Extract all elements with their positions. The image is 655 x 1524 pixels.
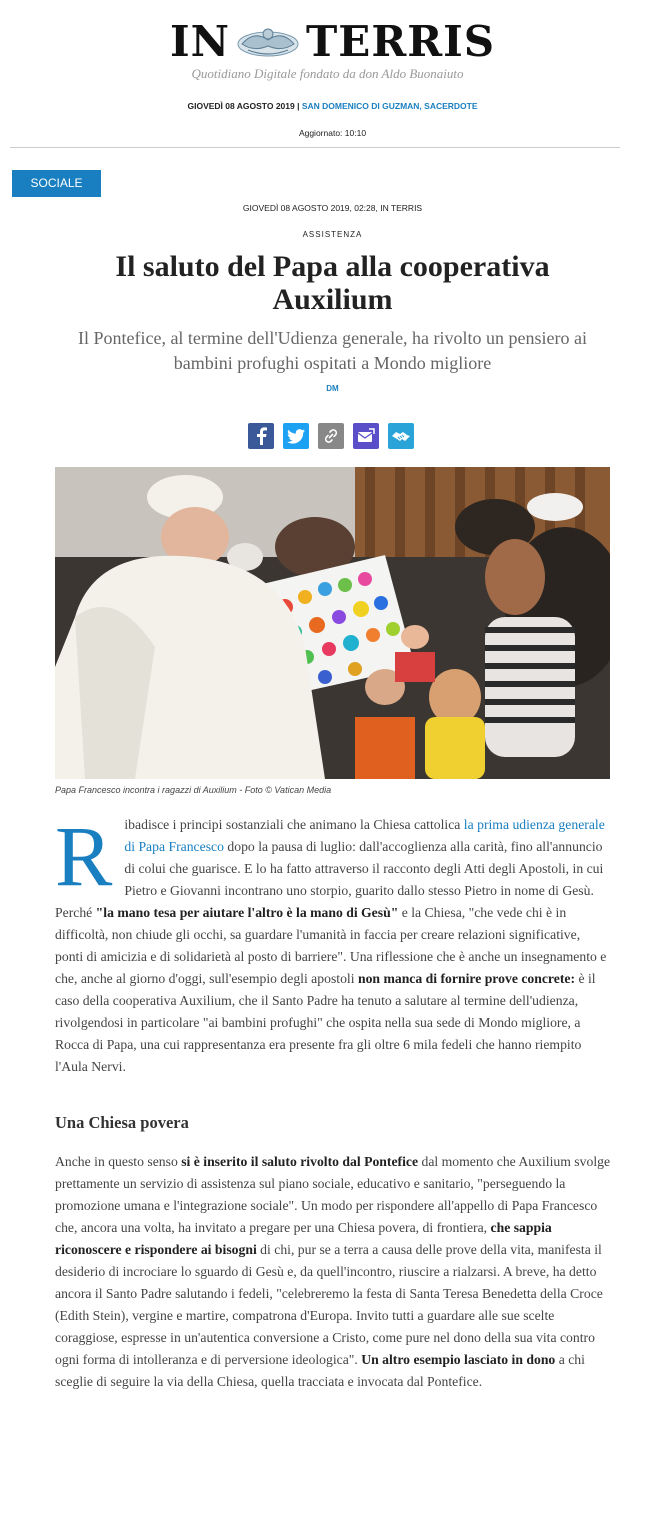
article-photo [55,467,610,779]
donate-button[interactable] [388,423,414,449]
copy-link-button[interactable] [318,423,344,449]
p1-text-1: ibadisce i principi sostanziali che animano la Chiesa cattolica [124,817,464,832]
p2-text-3: di chi, pur se a terra a causa delle prove della vita, manifesta il desiderio di incrociare lo sguardo di Gesù e, da quell'incontro, riuscire a rialzarsi. A breve, ha detto ancora il Santo Padre salutando i fedeli, "celebreremo la festa di Santa Teresa Benedetta della Croce (Edith Stein), vergine e martire, compatrona d'Europa. Invito tutti a guardare alle sue scelte coraggiose, espresse in un'autentica conversione a Cristo, come pure nel dono della sua vita contro ogni forma di intolleranza e di perversione ideologica". [55,1242,603,1367]
publication-date: GIOVEDÌ 08 AGOSTO 2019, 02:28, IN TERRIS [242,203,423,213]
header-divider [10,147,620,148]
first-audience-link[interactable]: la prima udienza generale di Papa Francesco [124,817,605,854]
photo-caption: Papa Francesco incontra i ragazzi di Auxilium - Foto © Vatican Media [55,785,332,795]
site-tagline: Quotidiano Digitale fondato da don Aldo Buonaiuto [191,66,464,81]
article-title: Il saluto del Papa alla cooperativa Auxilium [115,250,550,316]
twitter-share-button[interactable] [283,423,309,449]
twitter-icon [287,429,305,444]
link-icon [322,427,340,445]
dateline-separator: | [294,101,302,111]
masthead [0,0,620,148]
p2-text-1: Anche in questo senso [55,1154,182,1169]
p2-bold-2: che sappia riconoscere e rispondere ai bisogni [55,1220,552,1257]
dove-emblem-icon [236,22,300,62]
saint-of-day-link[interactable]: SAN DOMENICO DI GUZMAN, SACERDOTE [301,101,478,111]
p2-text-4: a chi sceglie di seguire la via della Chiesa, quella tracciata e invocata dal Pontefice. [55,1352,585,1389]
handshake-icon [391,428,411,444]
site-logo[interactable] [170,18,500,66]
p1-text-3: e la Chiesa, "che vede chi è in difficoltà, non chiude gli occhi, sa guardare l'umanità in faccia per creare relazioni significative, ponti di amicizia e di solidarietà al posto di barriere". Una riflessione che è anche un insegnamento e che, anche al giorno d'oggi, sull'esempio degli apostoli [55,905,607,986]
article-subtitle: Il Pontefice, al termine dell'Udienza generale, ha rivolto un pensiero ai bambini profughi ospitati a Mondo migliore [77,328,588,373]
article-paragraph-1 [55,808,611,1078]
p1-text-4: è il caso della cooperativa Auxilium, che il Santo Padre ha tenuto a salutare al termine dell'udienza, rivolgendosi in particolare "ai bambini profughi" che ospita nella sua sede di Mondo migliore, a Rocca di Papa, una cui rappresentanza era presente fra gli oltre 6 mila fedeli che hanno riempito l'Aula Nervi. [55,971,596,1074]
article-paragraph-2 [55,1151,611,1393]
p2-bold-3: Un altro esempio lasciato in dono [361,1352,556,1367]
p1-bold-2: non manca di fornire prove concrete: [357,971,576,986]
section-subheading: Una Chiesa povera [55,1113,189,1132]
last-updated: Aggiornato: 10:10 [298,128,367,138]
logo-word-right: TERRIS [306,17,496,66]
category-badge[interactable]: SOCIALE [12,170,101,197]
article-kicker[interactable]: ASSISTENZA [302,230,363,239]
facebook-share-button[interactable] [248,423,274,449]
facebook-icon [254,427,268,445]
drop-cap: R [55,808,113,904]
dateline [0,101,655,111]
photo-illustration [55,467,610,779]
email-share-button[interactable] [353,423,379,449]
article-author[interactable]: DM [326,384,339,393]
email-icon [357,428,375,444]
p2-text-2: dal momento che Auxilium svolge prettamente un servizio di assistenza sul piano sociale, educativo e sanitario, "perseguendo la promozione umana e l'integrazione sociale". Un modo per rispondere all'appello di Papa Francesco che, ancora una volta, ha invitato a pregare per una Chiesa povera, di frontiera, [55,1154,611,1235]
logo-word-left: IN [170,17,231,66]
p2-bold-1: si è inserito il saluto rivolto dal Pontefice [181,1154,419,1169]
p1-bold-1: "la mano tesa per aiutare l'altro è la mano di Gesù" [95,905,399,920]
share-bar [248,423,414,449]
current-date: GIOVEDÌ 08 AGOSTO 2019 [187,101,295,111]
p1-text-2: dopo la pausa di luglio: dall'accoglienza alla carità, fino all'annuncio di colui che guarisce. E lo ha fatto attraverso il racconto degli Atti degli Apostoli, in cui Pietro e Giovanni incontrano uno storpio, guarito dallo stesso Pietro in nome di Gesù. Perché [55,839,604,920]
